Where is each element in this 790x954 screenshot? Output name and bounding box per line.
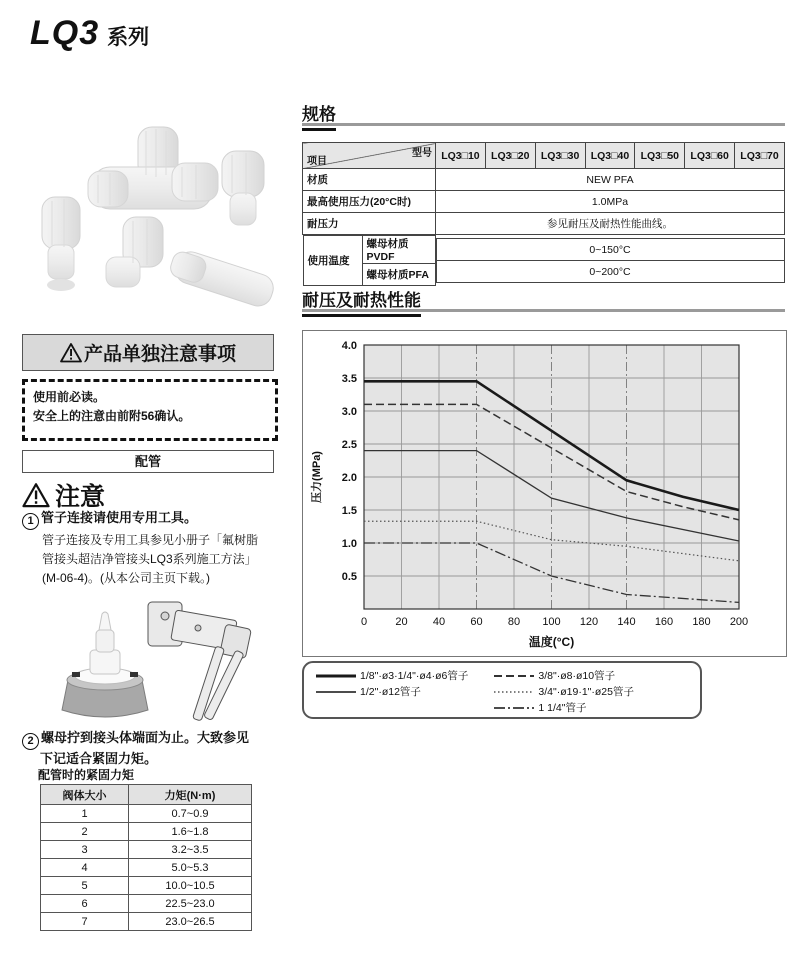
torque-cell: 10.0~10.5 [129,877,252,895]
svg-text:2.0: 2.0 [341,472,357,484]
caution-item-1-paragraph [42,531,282,589]
model-column-header: LQ3□60 [685,143,735,169]
torque-cell: 3 [41,841,129,859]
svg-text:2.5: 2.5 [341,439,357,451]
legend-column [316,668,468,699]
tool-illustration [30,588,280,728]
circled-number-2: 2 [22,733,39,750]
pressure-temperature-chart [302,330,787,657]
product-caution-banner [22,334,274,371]
series-code: LQ3 [30,14,100,52]
temp-sub1-label: 螺母材质PVDF [362,236,435,264]
torque-cell: 5 [41,877,129,895]
row-value: NEW PFA [436,169,785,191]
caution-item-2-line2: 下记适合紧固力矩。 [40,751,158,766]
svg-text:140: 140 [617,616,636,628]
paragraph-line3: (M-06-4)。(从本公司主页下载。) [42,571,210,586]
torque-row [41,823,252,841]
series-label: 系列 [107,26,150,49]
torque-row [41,895,252,913]
page-title [30,14,149,53]
model-column-header: LQ3□40 [585,143,635,169]
paragraph-line1: 管子连接及专用工具参见小册子「氟树脂 [42,533,259,547]
svg-text:压力(MPa): 压力(MPa) [311,451,323,503]
torque-cell: 3.2~3.5 [129,841,252,859]
svg-text:80: 80 [507,616,521,628]
temp-sub2-value: 0~200°C [436,261,784,283]
legend-line-swatch [494,703,534,713]
temp-sub2-label: 螺母材质PFA [362,264,435,286]
circled-number-1: 1 [22,513,39,530]
legend-line-swatch [316,671,356,681]
corner-item-label: 项目 [307,156,327,167]
spec-row-proof-pressure [303,213,785,235]
torque-row [41,841,252,859]
torque-header-row [41,785,252,805]
row-value: 参见耐压及耐热性能曲线。 [436,213,785,235]
must-read-line2: 安全上的注意由前附56确认。 [33,409,191,424]
piping-heading: 配管 [22,450,274,473]
model-column-header: LQ3□70 [735,143,785,169]
spec-corner-cell [303,143,436,169]
torque-cell: 23.0~26.5 [129,913,252,931]
torque-cell: 7 [41,913,129,931]
legend-label: 1/2"·ø12管子 [360,686,421,698]
spec-table [302,142,785,286]
spec-row-material [303,169,785,191]
performance-section-header [302,286,785,312]
svg-text:1.0: 1.0 [341,538,357,550]
spec-table-header-row [303,143,785,169]
spec-row-max-pressure [303,191,785,213]
temp-group-label: 使用温度 [303,236,362,286]
torque-header-size: 阀体大小 [41,785,129,805]
caution-heading-text: 注意 [55,483,106,511]
torque-cell: 22.5~23.0 [129,895,252,913]
svg-text:3.5: 3.5 [341,373,357,385]
row-value: 1.0MPa [436,191,785,213]
legend-line-swatch [494,671,534,681]
svg-text:4.0: 4.0 [341,340,357,352]
torque-cell: 0.7~0.9 [129,805,252,823]
temp-sub1-value: 0~150°C [436,239,784,261]
header-rule [302,123,785,126]
legend-line-swatch [494,687,534,697]
warning-icon [22,483,50,508]
chart-canvas [303,331,786,656]
paragraph-line2: 管接头超洁净管接头LQ3系列施工方法」 [42,552,257,567]
model-column-header: LQ3□20 [485,143,535,169]
corner-model-label: 型号 [412,148,432,159]
svg-text:3.0: 3.0 [341,406,357,418]
warning-icon [60,343,82,363]
torque-header-value: 力矩(N·m) [129,785,252,805]
torque-cell: 1.6~1.8 [129,823,252,841]
model-column-header: LQ3□30 [535,143,585,169]
row-label: 最高使用压力(20°C时) [303,191,436,213]
performance-heading: 耐压及耐热性能 [302,286,421,317]
legend-item [494,684,634,699]
legend-item [494,700,634,715]
svg-text:200: 200 [729,616,749,628]
product-photo [20,105,280,320]
legend-label: 1 1/4"管子 [538,702,587,714]
torque-cell: 6 [41,895,129,913]
torque-cell: 2 [41,823,129,841]
legend-label: 3/8"·ø8·ø10管子 [538,670,616,682]
caution-item-1-text: 管子连接请使用专用工具。 [41,510,198,525]
caution-item-2-line1: 螺母拧到接头体端面为止。大致参见 [41,730,250,745]
svg-text:100: 100 [542,616,561,628]
torque-cell: 5.0~5.3 [129,859,252,877]
spec-row-temp-pvdf [303,235,785,287]
svg-text:120: 120 [579,616,599,628]
svg-text:温度(°C): 温度(°C) [528,635,575,649]
legend-item [494,668,634,683]
torque-row [41,913,252,931]
legend-column [494,668,634,715]
torque-table-title: 配管时的紧固力矩 [38,768,135,782]
svg-text:60: 60 [470,616,483,628]
row-label: 耐压力 [303,213,436,235]
torque-cell: 1 [41,805,129,823]
svg-text:0: 0 [360,616,368,628]
torque-cell: 4 [41,859,129,877]
banner-text: 产品单独注意事项 [83,344,236,365]
legend-label: 3/4"·ø19·1"·ø25管子 [538,686,634,698]
legend-label: 1/8"·ø3·1/4"·ø4·ø6管子 [360,670,469,682]
legend-item [316,684,468,699]
svg-text:180: 180 [692,616,711,628]
torque-row [41,859,252,877]
svg-text:160: 160 [654,616,674,628]
spec-section-header [302,100,785,126]
torque-table [40,784,252,931]
legend-item [316,668,468,683]
caution-item-2 [22,729,249,769]
caution-item-1 [22,509,197,530]
must-read-box [22,379,278,441]
torque-row [41,805,252,823]
svg-text:1.5: 1.5 [341,505,357,517]
svg-text:20: 20 [395,616,408,628]
torque-row [41,877,252,895]
svg-text:0.5: 0.5 [341,571,357,583]
model-column-header: LQ3□50 [635,143,685,169]
chart-legend [302,661,702,719]
svg-text:40: 40 [432,616,446,628]
spec-heading: 规格 [302,100,336,131]
must-read-line1: 使用前必读。 [33,390,106,404]
caution-heading [22,477,105,513]
legend-line-swatch [316,687,356,697]
row-label: 材质 [303,169,436,191]
model-column-header: LQ3□10 [436,143,486,169]
